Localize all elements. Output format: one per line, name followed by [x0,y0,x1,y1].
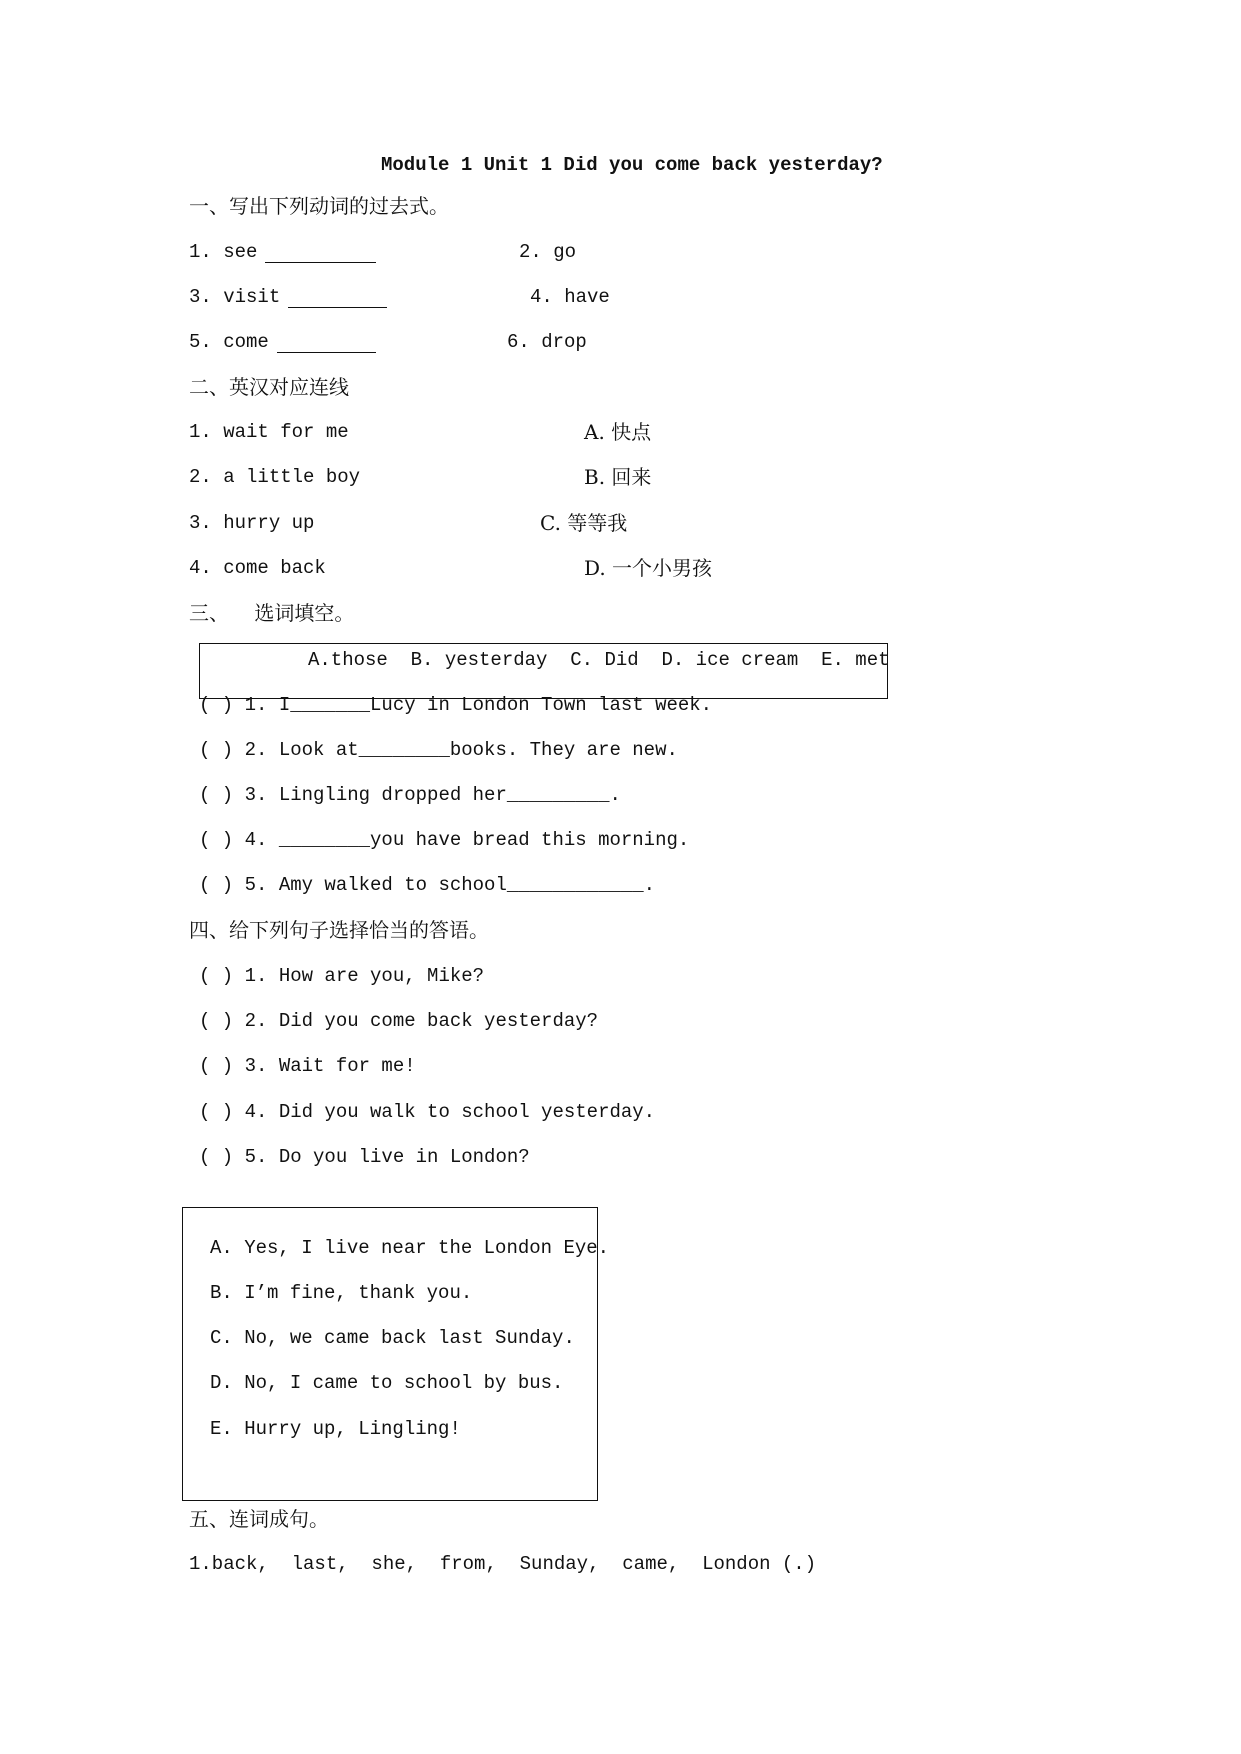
answer-blank[interactable] [288,307,387,308]
section-3-heading: 三、 选词填空。 [189,601,355,625]
fill-blank-item: ( ) 4. ________you have bread this morning. [199,829,690,851]
question-item: ( ) 1. How are you, Mike? [199,965,485,987]
answer-option: A. Yes, I live near the London Eye. [210,1237,610,1259]
match-right-item: A. 快点 [584,420,652,444]
verb-item: 2. go [519,241,577,263]
match-left-item: 1. wait for me [189,421,349,443]
sentence-item: 1.back, last, she, from, Sunday, came, London (.) [189,1553,817,1575]
match-left-item: 2. a little boy [189,466,361,488]
question-item: ( ) 2. Did you come back yesterday? [199,1010,599,1032]
verb-item: 5. come [189,331,269,353]
fill-blank-item: ( ) 5. Amy walked to school____________. [199,874,656,896]
match-left-item: 3. hurry up [189,512,315,534]
verb-item: 4. have [530,286,610,308]
question-item: ( ) 5. Do you live in London? [199,1146,530,1168]
page-title: Module 1 Unit 1 Did you come back yesterday? [381,154,883,176]
section-5-heading: 五、连词成句。 [189,1507,329,1531]
fill-blank-item: ( ) 3. Lingling dropped her_________. [199,784,621,806]
match-right-item: B. 回来 [584,465,652,489]
answer-blank[interactable] [265,262,376,263]
answer-option: C. No, we came back last Sunday. [210,1327,575,1349]
match-right-item: D. 一个小男孩 [584,556,713,580]
section-2-heading: 二、英汉对应连线 [189,375,349,399]
answer-blank[interactable] [277,352,376,353]
section-1-heading: 一、写出下列动词的过去式。 [189,194,449,218]
word-bank-options: A.those B. yesterday C. Did D. ice cream E. met [308,649,890,671]
answer-option: E. Hurry up, Lingling! [210,1418,461,1440]
question-item: ( ) 3. Wait for me! [199,1055,416,1077]
question-item: ( ) 4. Did you walk to school yesterday. [199,1101,656,1123]
fill-blank-item: ( ) 2. Look at________books. They are new. [199,739,678,761]
verb-item: 1. see [189,241,258,263]
match-left-item: 4. come back [189,557,326,579]
verb-item: 6. drop [507,331,587,353]
fill-blank-item: ( ) 1. I_______Lucy in London Town last week. [199,694,713,716]
section-4-heading: 四、给下列句子选择恰当的答语。 [189,918,489,942]
verb-item: 3. visit [189,286,281,308]
answer-option: D. No, I came to school by bus. [210,1372,564,1394]
match-right-item: C. 等等我 [540,511,628,535]
answer-option: B. I’m fine, thank you. [210,1282,473,1304]
